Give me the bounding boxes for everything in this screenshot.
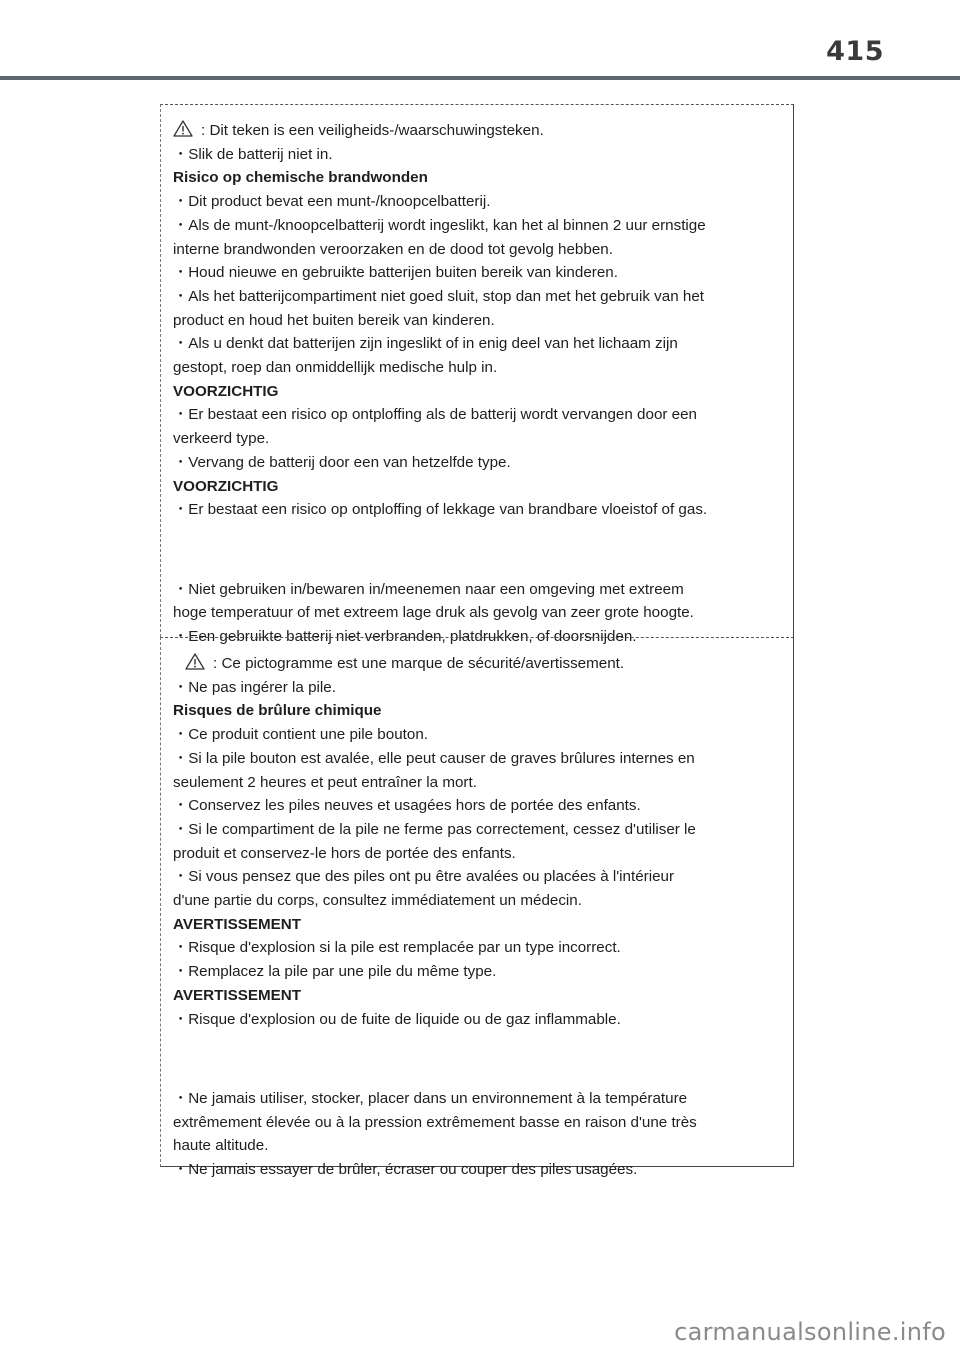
- text-line: ・Slik de batterij niet in.: [173, 145, 333, 163]
- text-line: ・Conservez les piles neuves et usagées hors de portée des enfants.: [173, 797, 641, 815]
- text-line: ・Si vous pensez que des piles ont pu être avalées ou placées à l'intérieur: [173, 868, 675, 886]
- text-line: produit et conservez-le hors de portée des enfants.: [173, 844, 516, 862]
- text-line: ・Houd nieuwe en gebruikte batterijen buiten bereik van kinderen.: [173, 264, 618, 282]
- section-heading: AVERTISSEMENT: [173, 986, 301, 1004]
- french-lines: [173, 676, 773, 1182]
- text-line: ・Risque d'explosion ou de fuite de liquide ou de gaz inflammable.: [173, 1010, 621, 1028]
- paragraph-gap: [173, 1047, 773, 1071]
- text-line: ・Dit product bevat een munt-/knoopcelbatterij.: [173, 193, 491, 211]
- text-line: ・Ne jamais utiliser, stocker, placer dans un environnement à la température: [173, 1089, 688, 1107]
- text-line: ・Ne pas ingérer la pile.: [173, 678, 336, 696]
- dutch-content: [173, 119, 773, 649]
- text-line: ・Remplacez la pile par une pile du même type.: [173, 963, 497, 981]
- text-line: ・Als de munt-/knoopcelbatterij wordt ingeslikt, kan het al binnen 2 uur ernstige: [173, 216, 706, 234]
- text-line: ・Er bestaat een risico op ontploffing als de batterij wordt vervangen door een: [173, 406, 698, 424]
- page-number: 415: [826, 36, 884, 67]
- dutch-safety-box: [160, 104, 794, 646]
- french-warning-symbol-text: : Ce pictogramme est une marque de sécurité/avertissement.: [213, 655, 625, 672]
- section-heading: VOORZICHTIG: [173, 477, 279, 495]
- text-line: ・Risque d'explosion si la pile est remplacée par un type incorrect.: [173, 939, 621, 957]
- text-line: hoge temperatuur of met extreem lage druk als gevolg van zeer grote hoogte.: [173, 604, 694, 622]
- header-rule: [0, 76, 960, 80]
- french-content: [173, 652, 773, 1182]
- section-heading: Risico op chemische brandwonden: [173, 169, 428, 187]
- text-line: ・Als u denkt dat batterijen zijn ingeslikt of in enig deel van het lichaam zijn: [173, 335, 678, 353]
- warning-triangle-icon: [185, 653, 205, 670]
- french-safety-box: [160, 637, 794, 1179]
- text-line: verkeerd type.: [173, 430, 270, 448]
- text-line: ・Si le compartiment de la pile ne ferme pas correctement, cessez d'utiliser le: [173, 820, 696, 838]
- text-line: haute altitude.: [173, 1137, 269, 1155]
- text-line: interne brandwonden veroorzaken en de dood tot gevolg hebben.: [173, 240, 613, 258]
- text-line: seulement 2 heures et peut entraîner la mort.: [173, 773, 477, 791]
- dutch-warning-symbol-line: [173, 119, 773, 143]
- text-line: ・Si la pile bouton est avalée, elle peut causer de graves brûlures internes en: [173, 749, 695, 767]
- text-line: d'une partie du corps, consultez immédiatement un médecin.: [173, 892, 582, 910]
- watermark: carmanualsonline.info: [674, 1318, 946, 1346]
- text-line: ・Niet gebruiken in/bewaren in/meenemen naar een omgeving met extreem: [173, 580, 684, 598]
- warning-triangle-icon: [173, 120, 193, 137]
- section-heading: AVERTISSEMENT: [173, 915, 301, 933]
- text-line: ・Een gebruikte batterij niet verbranden, platdrukken, of doorsnijden.: [173, 628, 637, 646]
- section-heading: Risques de brûlure chimique: [173, 702, 382, 720]
- text-line: ・Er bestaat een risico op ontploffing of lekkage van brandbare vloeistof of gas.: [173, 501, 708, 519]
- text-line: gestopt, roep dan onmiddellijk medische hulp in.: [173, 359, 498, 377]
- section-heading: VOORZICHTIG: [173, 382, 279, 400]
- dutch-lines: [173, 143, 773, 649]
- text-line: ・Als het batterijcompartiment niet goed sluit, stop dan met het gebruik van het: [173, 287, 705, 305]
- dutch-warning-symbol-text: : Dit teken is een veiligheids-/waarschuwingsteken.: [201, 122, 544, 139]
- text-line: extrêmement élevée ou à la pression extrêmement basse en raison d'une très: [173, 1113, 697, 1131]
- text-line: ・Ce produit contient une pile bouton.: [173, 726, 428, 744]
- text-line: ・Vervang de batterij door een van hetzelfde type.: [173, 453, 511, 471]
- paragraph-gap: [173, 538, 773, 562]
- text-line: ・Ne jamais essayer de brûler, écraser ou couper des piles usagées.: [173, 1161, 638, 1179]
- french-warning-symbol-line: [173, 652, 773, 676]
- text-line: product en houd het buiten bereik van kinderen.: [173, 311, 495, 329]
